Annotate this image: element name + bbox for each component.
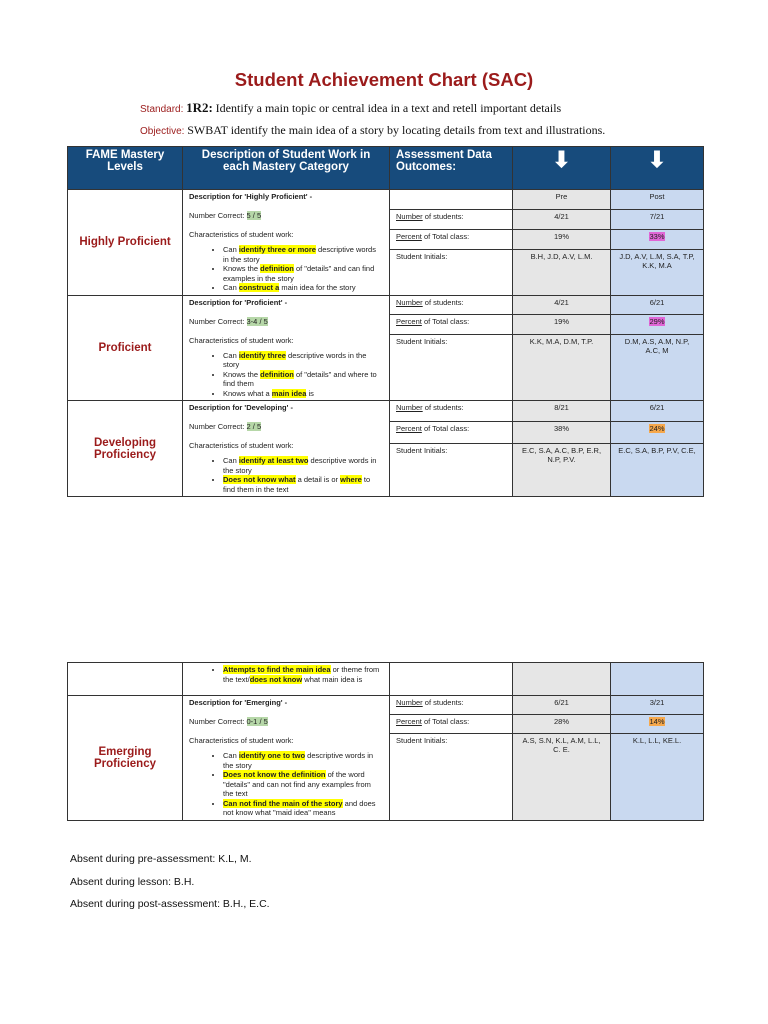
down-arrow-icon: ⬇ — [647, 147, 667, 172]
pre-number: 6/21 — [513, 696, 611, 715]
pre-initials: K.K, M.A, D.M, T.P. — [513, 335, 611, 401]
table-row — [68, 401, 704, 422]
list-item: • Can identify three descriptive words in the story — [223, 351, 383, 370]
table-row — [68, 190, 704, 210]
post-arrow-cell — [611, 147, 704, 190]
post-number: 7/21 — [611, 210, 704, 230]
list-item: • Does not know what a detail is or where to find them in the text — [223, 475, 383, 494]
post-initials: K.L, L.L, KE.L. — [611, 734, 704, 820]
number-correct: Number Correct: 0-1 / 5 — [189, 717, 268, 726]
characteristics-list — [189, 456, 383, 494]
percent-label: Percent of Total class: — [390, 230, 513, 250]
post-number: 6/21 — [611, 295, 704, 315]
pre-arrow-cell — [513, 147, 611, 190]
post-number: 3/21 — [611, 696, 704, 715]
characteristics-list — [189, 665, 383, 684]
level-description — [183, 401, 390, 497]
absence-note: Absent during pre-assessment: K.L, M. — [70, 853, 252, 865]
pre-number: 4/21 — [513, 210, 611, 230]
post-label: Post — [611, 190, 704, 210]
list-item: • Can identify one to two descriptive words in the story — [223, 751, 383, 770]
table-header-row — [68, 147, 704, 190]
blank-cell — [390, 663, 513, 696]
objective-text: SWBAT identify the main idea of a story by locating details from text and illustrations. — [187, 123, 606, 137]
list-item: • Can identify three or more descriptive words in the story — [223, 245, 383, 264]
initials-label: Student Initials: — [390, 335, 513, 401]
blank-cell — [68, 663, 183, 696]
pre-number: 4/21 — [513, 295, 611, 315]
standard-text: Identify a main topic or central idea in a text and retell important details — [215, 101, 562, 115]
percent-label: Percent of Total class: — [390, 315, 513, 335]
list-item: • Knows the definition of "details" and can find examples in the story — [223, 264, 383, 283]
pre-number: 8/21 — [513, 401, 611, 422]
characteristics-label: Characteristics of student work: — [189, 441, 294, 450]
list-item: • Knows what a main idea is — [223, 389, 383, 399]
pre-percent: 38% — [513, 422, 611, 443]
post-initials: D.M, A.S, A.M, N.P, A.C, M — [611, 335, 704, 401]
characteristics-list — [189, 751, 383, 818]
table-row — [68, 295, 704, 315]
characteristics-label: Characteristics of student work: — [189, 230, 294, 239]
post-percent: 33% — [611, 230, 704, 250]
document-title: Student Achievement Chart (SAC) — [234, 69, 534, 90]
percent-label: Percent of Total class: — [390, 422, 513, 443]
list-item: • Knows the definition of "details" and where to find them — [223, 370, 383, 389]
pre-label: Pre — [513, 190, 611, 210]
list-item: • Can identify at least two descriptive words in the story — [223, 456, 383, 475]
level-name: Emerging Proficiency — [68, 696, 183, 821]
pre-percent: 19% — [513, 315, 611, 335]
achievement-table-part-1 — [67, 146, 704, 497]
characteristics-list — [189, 351, 383, 399]
pre-percent: 19% — [513, 230, 611, 250]
list-item: • Does not know the definition of the word "details" and can not find any examples from the text — [223, 770, 383, 799]
level-description — [183, 295, 390, 401]
number-correct: Number Correct: 2 / 5 — [189, 422, 262, 431]
table-row — [68, 663, 704, 696]
list-item: • Can construct a main idea for the story — [223, 283, 383, 293]
characteristics-list — [189, 245, 383, 293]
post-percent: 14% — [611, 715, 704, 734]
level-description — [183, 190, 390, 296]
characteristics-label: Characteristics of student work: — [189, 736, 294, 745]
level-name: Developing Proficiency — [68, 401, 183, 497]
pre-initials: E.C, S.A, A.C, B.P, E.R, N.P, P.V. — [513, 443, 611, 496]
objective-label: Objective: — [140, 126, 185, 137]
objective-line — [140, 123, 605, 138]
absence-note: Absent during lesson: B.H. — [70, 876, 195, 888]
number-label: Number of students: — [390, 210, 513, 230]
initials-label: Student Initials: — [390, 443, 513, 496]
description-title: Description for 'Highly Proficient' - — [189, 192, 313, 201]
pre-initials: A.S, S.N, K.L, A.M, L.L, C. E. — [513, 734, 611, 820]
absence-note: Absent during post-assessment: B.H., E.C. — [70, 898, 270, 910]
pre-percent: 28% — [513, 715, 611, 734]
post-initials: E.C, S.A, B.P, P.V, C.E, — [611, 443, 704, 496]
number-label: Number of students: — [390, 696, 513, 715]
blank-cell — [611, 663, 704, 696]
percent-label: Percent of Total class: — [390, 715, 513, 734]
description-title: Description for 'Emerging' - — [189, 698, 288, 707]
number-correct: Number Correct: 5 / 5 — [189, 211, 262, 220]
header-mastery-levels: FAME Mastery Levels — [68, 147, 183, 190]
level-name: Proficient — [68, 295, 183, 401]
number-label: Number of students: — [390, 295, 513, 315]
post-number: 6/21 — [611, 401, 704, 422]
blank-cell — [513, 663, 611, 696]
standard-code: 1R2: — [186, 100, 213, 115]
achievement-table-part-2 — [67, 662, 704, 821]
description-title: Description for 'Proficient' - — [189, 297, 288, 307]
initials-label: Student Initials: — [390, 250, 513, 295]
standard-label: Standard: — [140, 104, 184, 115]
post-percent: 29% — [611, 315, 704, 335]
number-correct: Number Correct: 3-4 / 5 — [189, 316, 268, 326]
pre-initials: B.H, J.D, A.V, L.M. — [513, 250, 611, 295]
header-description: Description of Student Work in each Mastery Category — [183, 147, 390, 190]
header-assessment: Assessment Data Outcomes: — [390, 147, 513, 190]
level-description-continued — [183, 663, 390, 696]
post-percent: 24% — [611, 422, 704, 443]
level-description — [183, 696, 390, 821]
level-name: Highly Proficient — [68, 190, 183, 296]
standard-line — [140, 100, 561, 116]
list-item: • Can not find the main of the story and does not know what "maid idea" means — [223, 799, 383, 818]
characteristics-label: Characteristics of student work: — [189, 335, 294, 345]
initials-label: Student Initials: — [390, 734, 513, 820]
list-item: • Attempts to find the main idea or theme from the text/does not know what main idea is — [223, 665, 383, 684]
post-initials: J.D, A.V, L.M, S.A, T.P, K.K, M.A — [611, 250, 704, 295]
number-label: Number of students: — [390, 401, 513, 422]
description-title: Description for 'Developing' - — [189, 403, 293, 412]
table-row — [68, 696, 704, 715]
blank-cell — [390, 190, 513, 210]
down-arrow-icon: ⬇ — [552, 147, 571, 172]
